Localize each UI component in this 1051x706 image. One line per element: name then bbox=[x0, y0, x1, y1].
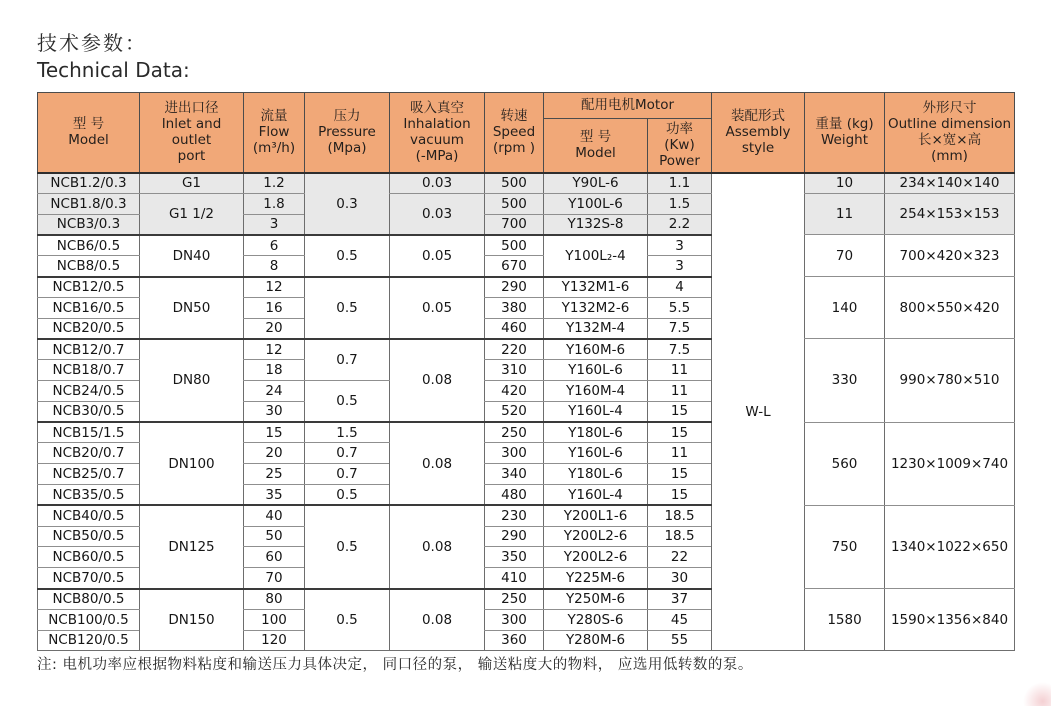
cell-model: NCB6/0.5 bbox=[38, 235, 140, 256]
cell-motor-model: Y100L₂-4 bbox=[544, 235, 648, 277]
cell-motor-model: Y225M-6 bbox=[544, 568, 648, 589]
cell-model: NCB70/0.5 bbox=[38, 568, 140, 589]
table-row bbox=[38, 193, 1015, 214]
cell-model: NCB30/0.5 bbox=[38, 401, 140, 422]
cell-model: NCB15/1.5 bbox=[38, 422, 140, 443]
cell-dimension: 234×140×140 bbox=[885, 173, 1015, 194]
cell-model: NCB60/0.5 bbox=[38, 547, 140, 568]
cell-pressure: 0.5 bbox=[305, 381, 390, 423]
cell-speed: 420 bbox=[485, 381, 544, 402]
cell-pressure: 0.5 bbox=[305, 235, 390, 277]
cell-motor-power: 11 bbox=[648, 443, 712, 464]
cell-speed: 700 bbox=[485, 214, 544, 235]
cell-vacuum: 0.08 bbox=[390, 339, 485, 422]
cell-speed: 300 bbox=[485, 609, 544, 630]
cell-motor-model: Y132M2-6 bbox=[544, 297, 648, 318]
cell-model: NCB40/0.5 bbox=[38, 505, 140, 526]
cell-motor-model: Y90L-6 bbox=[544, 173, 648, 194]
cell-flow: 16 bbox=[244, 297, 305, 318]
cell-model: NCB80/0.5 bbox=[38, 589, 140, 610]
cell-motor-power: 15 bbox=[648, 464, 712, 485]
cell-pressure: 0.7 bbox=[305, 464, 390, 485]
column-header-motor-power: 功率 (Kw) Power bbox=[648, 119, 712, 173]
cell-motor-power: 2.2 bbox=[648, 214, 712, 235]
cell-motor-model: Y160L-6 bbox=[544, 443, 648, 464]
cell-pressure: 0.5 bbox=[305, 589, 390, 651]
cell-model: NCB20/0.5 bbox=[38, 318, 140, 339]
cell-speed: 310 bbox=[485, 360, 544, 381]
cell-speed: 500 bbox=[485, 173, 544, 194]
column-header-assembly: 装配形式 Assembly style bbox=[712, 93, 805, 173]
column-header-flow: 流量 Flow (m³/h) bbox=[244, 93, 305, 173]
cell-motor-model: Y250M-6 bbox=[544, 589, 648, 610]
watermark bbox=[1023, 682, 1051, 706]
cell-port: DN100 bbox=[140, 422, 244, 505]
cell-speed: 290 bbox=[485, 277, 544, 298]
cell-speed: 230 bbox=[485, 505, 544, 526]
cell-speed: 300 bbox=[485, 443, 544, 464]
column-header-dimension: 外形尺寸 Outline dimension 长×宽×高 (mm) bbox=[885, 93, 1015, 173]
cell-model: NCB1.2/0.3 bbox=[38, 173, 140, 194]
cell-dimension: 990×780×510 bbox=[885, 339, 1015, 422]
cell-motor-model: Y180L-6 bbox=[544, 464, 648, 485]
cell-pressure: 0.5 bbox=[305, 277, 390, 339]
cell-weight: 560 bbox=[805, 422, 885, 505]
cell-pressure: 0.3 bbox=[305, 173, 390, 235]
cell-vacuum: 0.08 bbox=[390, 422, 485, 505]
cell-dimension: 1230×1009×740 bbox=[885, 422, 1015, 505]
column-header-motor-model: 型 号 Model bbox=[544, 119, 648, 173]
table-row bbox=[38, 277, 1015, 298]
cell-motor-power: 30 bbox=[648, 568, 712, 589]
cell-motor-model: Y132M1-6 bbox=[544, 277, 648, 298]
cell-motor-power: 11 bbox=[648, 360, 712, 381]
cell-speed: 360 bbox=[485, 630, 544, 651]
cell-motor-power: 22 bbox=[648, 547, 712, 568]
cell-motor-model: Y180L-6 bbox=[544, 422, 648, 443]
cell-motor-power: 15 bbox=[648, 401, 712, 422]
cell-flow: 35 bbox=[244, 485, 305, 506]
page-title-chinese: 技术参数： bbox=[37, 31, 147, 55]
cell-model: NCB35/0.5 bbox=[38, 485, 140, 506]
table-header bbox=[38, 93, 1015, 173]
table-row bbox=[38, 173, 1015, 194]
cell-flow: 6 bbox=[244, 235, 305, 256]
cell-motor-power: 18.5 bbox=[648, 505, 712, 526]
table-row bbox=[38, 505, 1015, 526]
cell-port: DN50 bbox=[140, 277, 244, 339]
cell-motor-power: 15 bbox=[648, 422, 712, 443]
cell-model: NCB25/0.7 bbox=[38, 464, 140, 485]
cell-flow: 15 bbox=[244, 422, 305, 443]
cell-speed: 480 bbox=[485, 485, 544, 506]
cell-flow: 50 bbox=[244, 526, 305, 547]
cell-motor-model: Y160M-4 bbox=[544, 381, 648, 402]
cell-motor-power: 5.5 bbox=[648, 297, 712, 318]
cell-motor-model: Y200L2-6 bbox=[544, 547, 648, 568]
cell-weight: 750 bbox=[805, 505, 885, 588]
cell-flow: 40 bbox=[244, 505, 305, 526]
table-row bbox=[38, 422, 1015, 443]
cell-motor-power: 3 bbox=[648, 235, 712, 256]
cell-model: NCB12/0.5 bbox=[38, 277, 140, 298]
column-header-motor-group: 配用电机Motor bbox=[544, 93, 712, 119]
cell-motor-power: 15 bbox=[648, 485, 712, 506]
cell-model: NCB18/0.7 bbox=[38, 360, 140, 381]
cell-motor-power: 55 bbox=[648, 630, 712, 651]
cell-flow: 24 bbox=[244, 381, 305, 402]
column-header-vacuum: 吸入真空 Inhalation vacuum (-MPa) bbox=[390, 93, 485, 173]
cell-motor-model: Y160L-4 bbox=[544, 485, 648, 506]
cell-motor-model: Y160L-6 bbox=[544, 360, 648, 381]
cell-dimension: 700×420×323 bbox=[885, 235, 1015, 277]
cell-vacuum: 0.03 bbox=[390, 193, 485, 235]
cell-port: DN40 bbox=[140, 235, 244, 277]
footnote: 注: 电机功率应根据物料粘度和输送压力具体决定， 同口径的泵， 输送粘度大的物料， 应选用低转数的泵。 bbox=[37, 657, 753, 673]
cell-model: NCB20/0.7 bbox=[38, 443, 140, 464]
cell-weight: 10 bbox=[805, 173, 885, 194]
cell-vacuum: 0.05 bbox=[390, 277, 485, 339]
cell-motor-model: Y280M-6 bbox=[544, 630, 648, 651]
table-row bbox=[38, 339, 1015, 360]
cell-flow: 70 bbox=[244, 568, 305, 589]
cell-speed: 290 bbox=[485, 526, 544, 547]
cell-pressure: 0.7 bbox=[305, 339, 390, 381]
cell-port: DN150 bbox=[140, 589, 244, 651]
cell-flow: 25 bbox=[244, 464, 305, 485]
cell-flow: 60 bbox=[244, 547, 305, 568]
cell-motor-power: 4 bbox=[648, 277, 712, 298]
cell-weight: 1580 bbox=[805, 589, 885, 651]
cell-flow: 20 bbox=[244, 443, 305, 464]
cell-vacuum: 0.08 bbox=[390, 505, 485, 588]
table-row bbox=[38, 589, 1015, 610]
page-title-english: Technical Data: bbox=[37, 58, 190, 82]
cell-speed: 220 bbox=[485, 339, 544, 360]
cell-flow: 20 bbox=[244, 318, 305, 339]
cell-model: NCB8/0.5 bbox=[38, 256, 140, 277]
cell-model: NCB50/0.5 bbox=[38, 526, 140, 547]
cell-port: G1 1/2 bbox=[140, 193, 244, 235]
cell-port: DN80 bbox=[140, 339, 244, 422]
column-header-model: 型 号 Model bbox=[38, 93, 140, 173]
cell-weight: 70 bbox=[805, 235, 885, 277]
cell-motor-power: 1.5 bbox=[648, 193, 712, 214]
cell-flow: 80 bbox=[244, 589, 305, 610]
cell-speed: 250 bbox=[485, 422, 544, 443]
cell-pressure: 0.5 bbox=[305, 485, 390, 506]
cell-model: NCB24/0.5 bbox=[38, 381, 140, 402]
cell-assembly: W-L bbox=[712, 173, 805, 651]
cell-flow: 12 bbox=[244, 339, 305, 360]
column-header-pressure: 压力Pressure (Mpa) bbox=[305, 93, 390, 173]
cell-motor-power: 11 bbox=[648, 381, 712, 402]
cell-flow: 1.2 bbox=[244, 173, 305, 194]
cell-dimension: 800×550×420 bbox=[885, 277, 1015, 339]
cell-motor-power: 18.5 bbox=[648, 526, 712, 547]
cell-vacuum: 0.03 bbox=[390, 173, 485, 194]
cell-flow: 30 bbox=[244, 401, 305, 422]
cell-flow: 3 bbox=[244, 214, 305, 235]
cell-motor-power: 3 bbox=[648, 256, 712, 277]
cell-dimension: 1340×1022×650 bbox=[885, 505, 1015, 588]
cell-model: NCB100/0.5 bbox=[38, 609, 140, 630]
cell-pressure: 1.5 bbox=[305, 422, 390, 443]
cell-speed: 460 bbox=[485, 318, 544, 339]
cell-model: NCB16/0.5 bbox=[38, 297, 140, 318]
cell-flow: 1.8 bbox=[244, 193, 305, 214]
cell-flow: 100 bbox=[244, 609, 305, 630]
cell-dimension: 1590×1356×840 bbox=[885, 589, 1015, 651]
table-body bbox=[38, 173, 1015, 651]
cell-model: NCB120/0.5 bbox=[38, 630, 140, 651]
cell-speed: 410 bbox=[485, 568, 544, 589]
cell-speed: 380 bbox=[485, 297, 544, 318]
cell-motor-model: Y200L2-6 bbox=[544, 526, 648, 547]
cell-motor-model: Y160L-4 bbox=[544, 401, 648, 422]
column-header-speed: 转速 Speed (rpm ) bbox=[485, 93, 544, 173]
cell-vacuum: 0.08 bbox=[390, 589, 485, 651]
cell-pressure: 0.5 bbox=[305, 505, 390, 588]
cell-motor-model: Y100L-6 bbox=[544, 193, 648, 214]
cell-speed: 350 bbox=[485, 547, 544, 568]
cell-speed: 520 bbox=[485, 401, 544, 422]
cell-speed: 340 bbox=[485, 464, 544, 485]
cell-motor-model: Y132S-8 bbox=[544, 214, 648, 235]
cell-model: NCB3/0.3 bbox=[38, 214, 140, 235]
cell-motor-power: 45 bbox=[648, 609, 712, 630]
cell-motor-power: 7.5 bbox=[648, 339, 712, 360]
cell-motor-power: 1.1 bbox=[648, 173, 712, 194]
cell-motor-model: Y132M-4 bbox=[544, 318, 648, 339]
cell-vacuum: 0.05 bbox=[390, 235, 485, 277]
cell-motor-power: 7.5 bbox=[648, 318, 712, 339]
cell-weight: 140 bbox=[805, 277, 885, 339]
cell-port: G1 bbox=[140, 173, 244, 194]
cell-speed: 250 bbox=[485, 589, 544, 610]
cell-weight: 330 bbox=[805, 339, 885, 422]
cell-speed: 500 bbox=[485, 235, 544, 256]
cell-speed: 500 bbox=[485, 193, 544, 214]
cell-speed: 670 bbox=[485, 256, 544, 277]
column-header-weight: 重量 (kg) Weight bbox=[805, 93, 885, 173]
cell-motor-model: Y160M-6 bbox=[544, 339, 648, 360]
cell-port: DN125 bbox=[140, 505, 244, 588]
cell-flow: 120 bbox=[244, 630, 305, 651]
cell-flow: 18 bbox=[244, 360, 305, 381]
table-row bbox=[38, 235, 1015, 256]
cell-pressure: 0.7 bbox=[305, 443, 390, 464]
technical-data-table bbox=[37, 92, 1015, 651]
cell-motor-power: 37 bbox=[648, 589, 712, 610]
cell-model: NCB1.8/0.3 bbox=[38, 193, 140, 214]
cell-weight: 11 bbox=[805, 193, 885, 235]
cell-flow: 8 bbox=[244, 256, 305, 277]
cell-motor-model: Y280S-6 bbox=[544, 609, 648, 630]
cell-motor-model: Y200L1-6 bbox=[544, 505, 648, 526]
cell-flow: 12 bbox=[244, 277, 305, 298]
cell-model: NCB12/0.7 bbox=[38, 339, 140, 360]
cell-dimension: 254×153×153 bbox=[885, 193, 1015, 235]
column-header-port: 进出口径 Inlet and outlet port bbox=[140, 93, 244, 173]
